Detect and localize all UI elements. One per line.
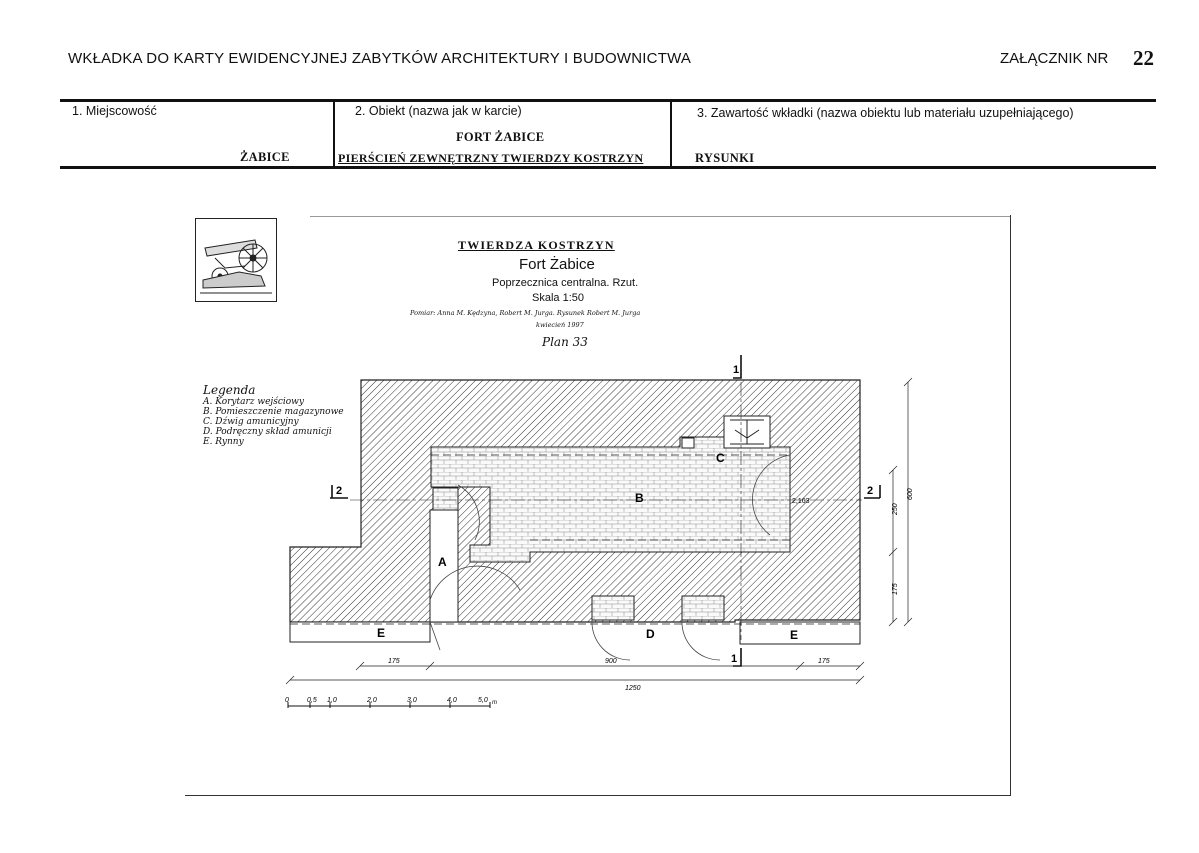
- room-e-left-label: E: [377, 626, 386, 640]
- scale-bar-1: 0,5: [307, 697, 317, 704]
- locality-label: 1. Miejscowość: [72, 104, 157, 118]
- object-value-2: PIERŚCIEŃ ZEWNĘTRZNY TWIERDZY KOSTRZYN: [338, 151, 644, 165]
- niche-d-right: [682, 596, 724, 620]
- drawing-credits: Pomiar: Anna M. Kędzyna, Robert M. Jurga. Rysunek Robert M. Jurga: [410, 309, 641, 317]
- content-value: RYSUNKI: [695, 151, 755, 165]
- scale-bar-unit: m: [492, 700, 497, 706]
- gutter-e-left: [290, 622, 430, 642]
- room-b-label: B: [635, 491, 644, 505]
- legend-item-e: E. Rynny: [203, 437, 244, 447]
- legend-item-d: D. Podręczny skład amunicji: [203, 427, 332, 437]
- annex-number: 22: [1133, 46, 1154, 70]
- section-right-label: 2: [867, 485, 874, 497]
- legend-item-c: C. Dźwig amunicyjny: [203, 417, 299, 427]
- table-top-rule: [60, 99, 1156, 102]
- dim-v-total: 600: [907, 488, 914, 500]
- table-bottom-rule: [60, 166, 1156, 169]
- drawing-title: TWIERDZA KOSTRZYN: [458, 238, 615, 252]
- locality-value: ŻABICE: [240, 150, 290, 164]
- table-divider-2: [670, 99, 672, 169]
- dim-v-lower: 175: [892, 583, 899, 595]
- scale-bar-5: 4,0: [447, 697, 457, 704]
- legend-title: Legenda: [203, 383, 256, 397]
- section-top-label: 1: [733, 364, 740, 376]
- section-left-label: 2: [336, 485, 343, 497]
- room-c-label: C: [716, 451, 725, 465]
- section-bottom-label: 1: [731, 653, 738, 665]
- dim-right: 175: [818, 658, 830, 665]
- room-d-label: D: [646, 627, 655, 641]
- drawing-sheet-top-line: [310, 216, 1010, 217]
- drawing-description: Poprzecznica centralna. Rzut.: [492, 277, 639, 289]
- gutter-e-right: [740, 622, 860, 644]
- scale-bar-3: 2,0: [367, 697, 377, 704]
- drawing-date: kwiecień 1997: [536, 321, 584, 329]
- drawing-subtitle: Fort Żabice: [519, 256, 595, 273]
- dim-small: 2,163: [792, 498, 810, 505]
- room-a-label: A: [438, 555, 447, 569]
- object-value-1: FORT ŻABICE: [456, 130, 545, 144]
- dim-v-upper: 250: [892, 503, 899, 515]
- form-title: WKŁADKA DO KARTY EWIDENCYJNEJ ZABYTKÓW ARCHITEKTURY I BUDOWNICTWA: [68, 50, 692, 67]
- legend-item-a: A. Korytarz wejściowy: [203, 397, 304, 407]
- dim-total: 1250: [625, 685, 641, 692]
- annex-label: ZAŁĄCZNIK NR: [1000, 50, 1109, 67]
- legend-item-b: B. Pomieszczenie magazynowe: [203, 407, 344, 417]
- cannon-emblem: [195, 218, 277, 302]
- scale-bar-0: 0: [285, 697, 289, 704]
- dim-mid: 900: [605, 658, 617, 665]
- room-e-right-label: E: [790, 628, 799, 642]
- scale-bar-2: 1,0: [327, 697, 337, 704]
- scale-bar-4: 3,0: [407, 697, 417, 704]
- content-label: 3. Zawartość wkładki (nazwa obiektu lub materiału uzupełniającego): [697, 106, 1074, 120]
- plan-number: Plan 33: [542, 335, 588, 349]
- floor-plan: [270, 350, 970, 720]
- object-label: 2. Obiekt (nazwa jak w karcie): [355, 104, 522, 118]
- niche-d-left: [592, 596, 634, 620]
- dim-left: 175: [388, 658, 400, 665]
- scale-bar-6: 5,0: [478, 697, 488, 704]
- drawing-scale: Skala 1:50: [532, 292, 584, 304]
- table-divider-1: [333, 99, 335, 169]
